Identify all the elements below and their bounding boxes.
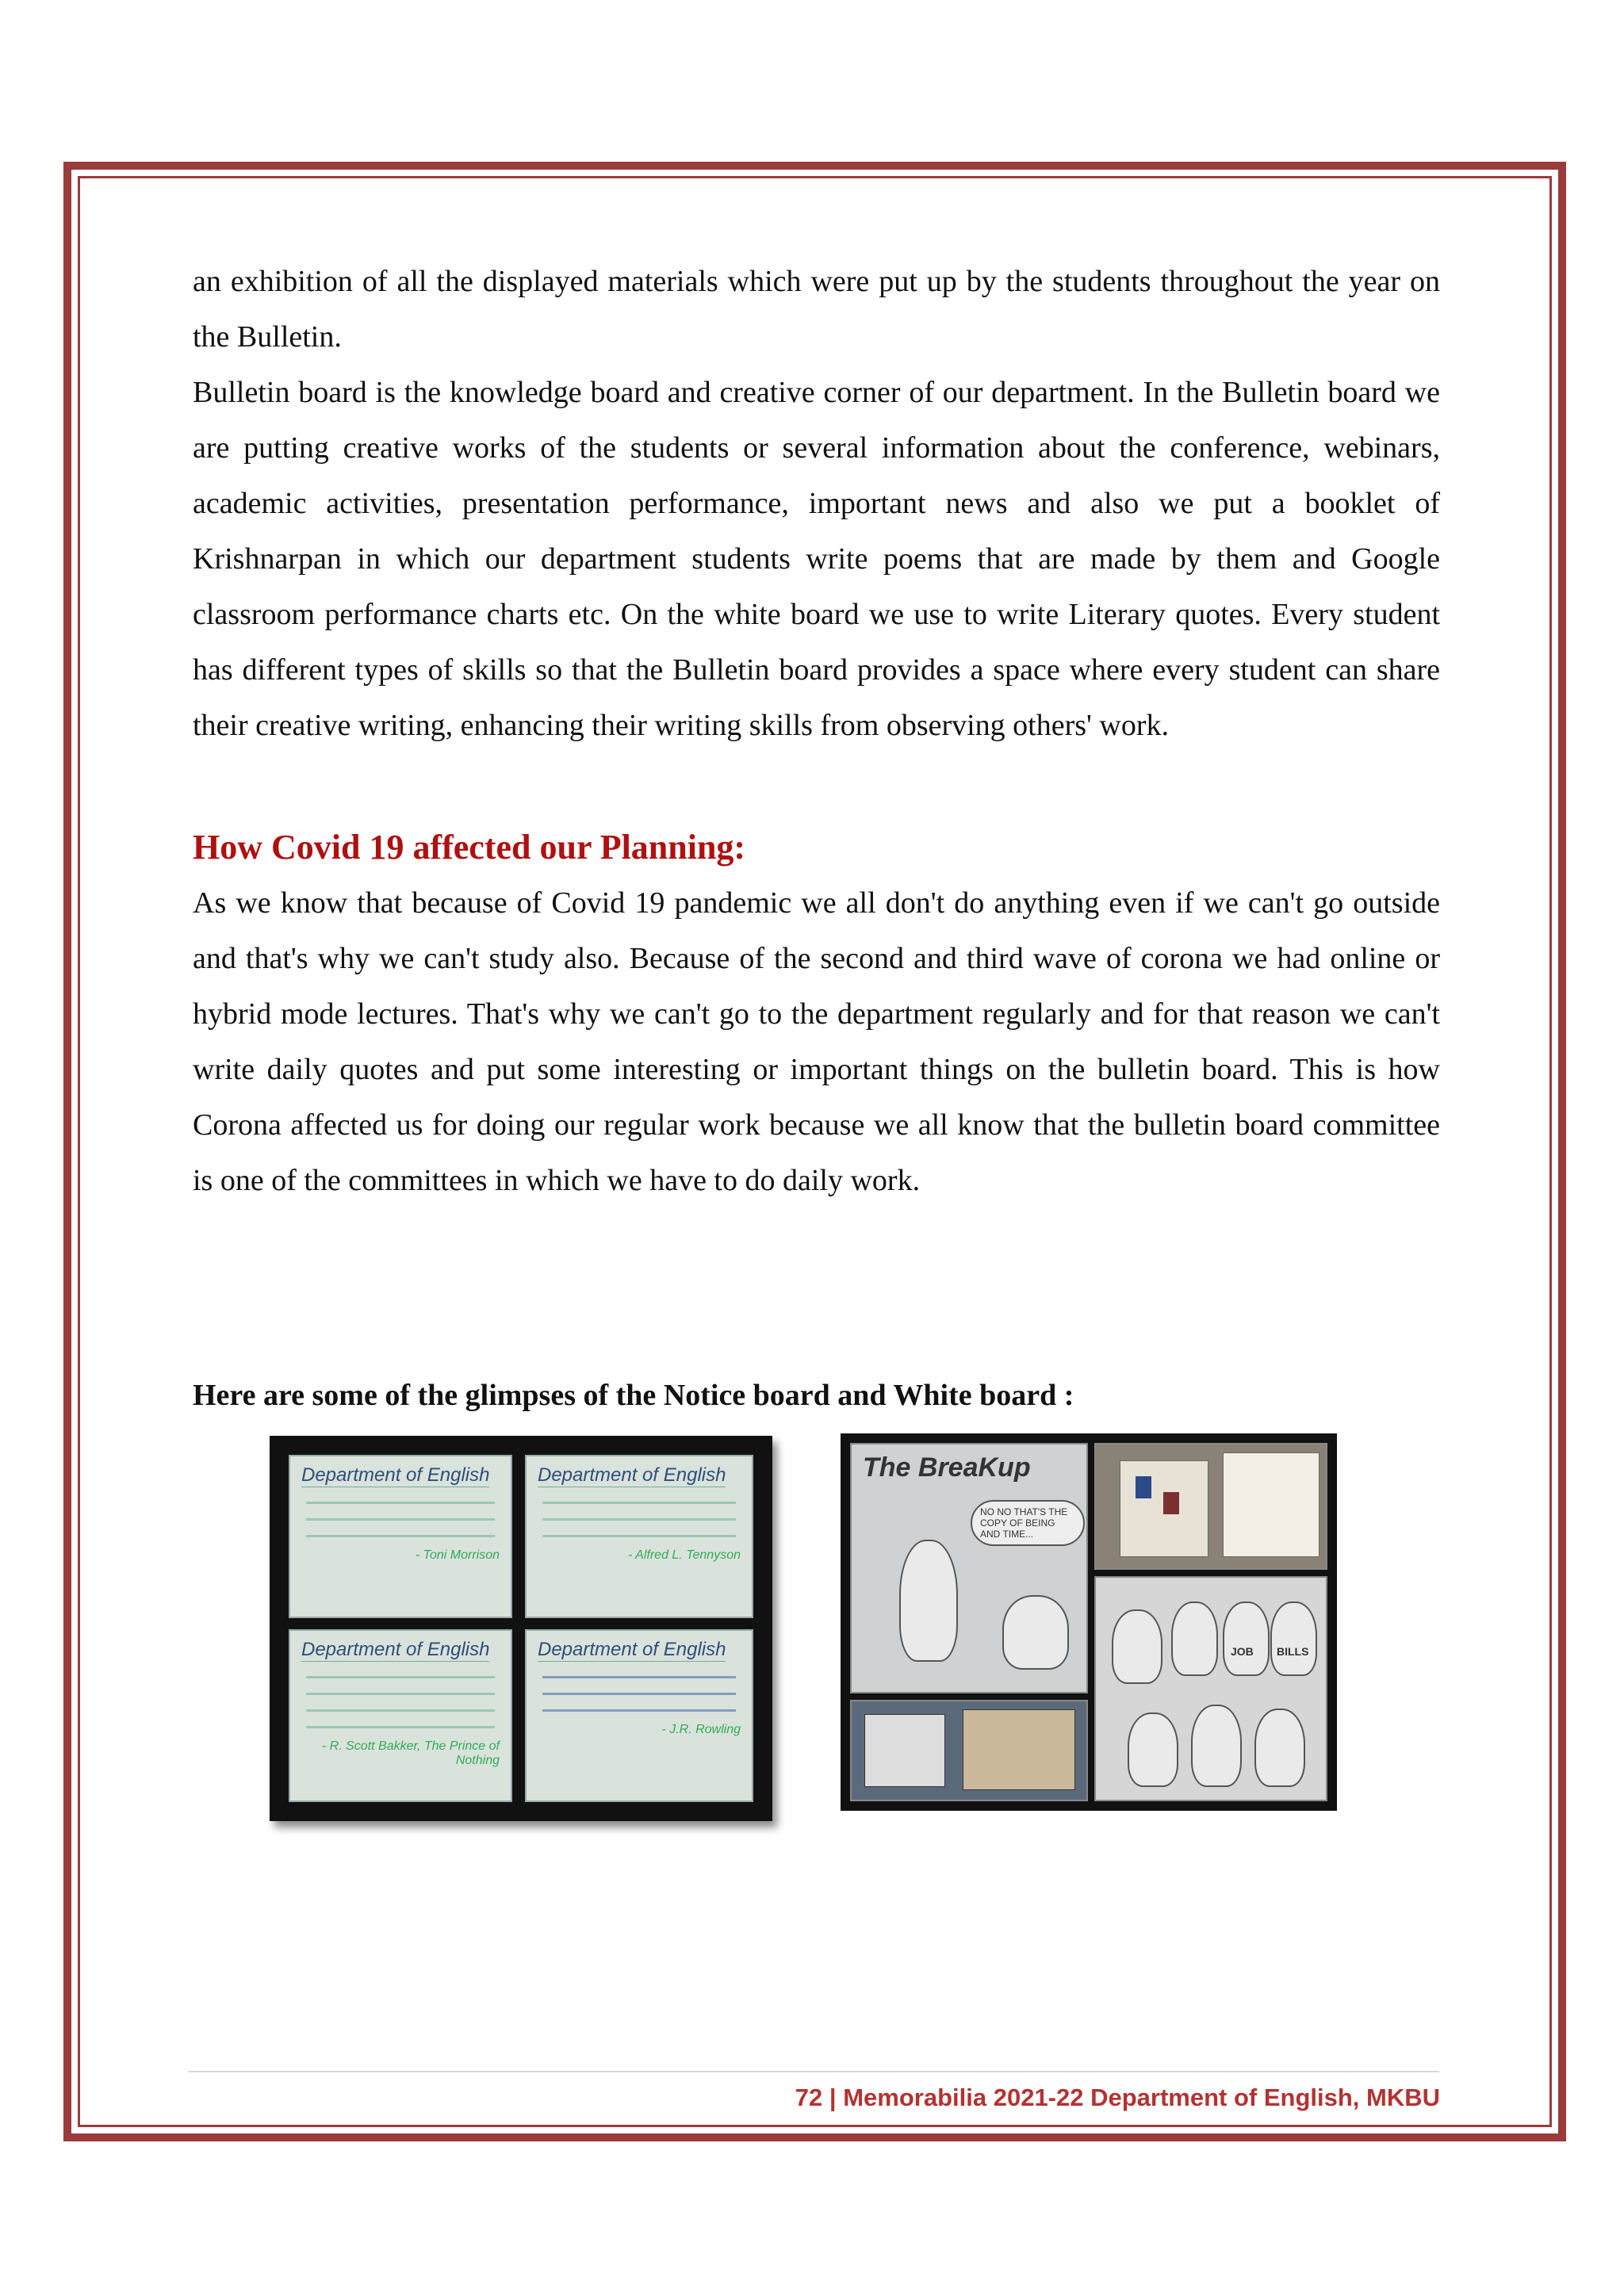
covid-section-heading: How Covid 19 affected our Planning:: [193, 828, 746, 867]
whiteboard-signature: - R. Scott Bakker, The Prince of Nothing: [321, 1739, 500, 1767]
whiteboard-signature: - J.R. Rowling: [661, 1723, 741, 1736]
whiteboard-title: Department of English: [301, 1464, 490, 1486]
cartoon-figure: [1270, 1601, 1317, 1676]
cork-board-photo: [850, 1700, 1088, 1801]
whiteboard-title: Department of English: [301, 1639, 490, 1660]
whiteboard-signature: - Toni Morrison: [415, 1548, 500, 1562]
cartoon-figure: [899, 1540, 958, 1662]
whiteboard-photo-2: [525, 1455, 753, 1618]
cartoon-title: The BreaKup: [863, 1452, 1031, 1483]
covid-section-body: As we know that because of Covid 19 pandemic we all don't do anything even if we can't go outside and that's why we can't study also. Because of the second and third wave of corona we had online or hybrid mode lectures. That's why we can't go to the department regularly and for that reason we can't write daily quotes and put some interesting or important things on the bulletin board. This is how Corona affected us for doing our regular work because we all know that the bulletin board committee is one of the committees in which we have to do daily work.: [193, 886, 1440, 1197]
paragraph-bulletin-board: Bulletin board is the knowledge board and creative corner of our department. In the Bulletin board we are putting creative works of the students or several information about the conference, webinars, academic activities, presentation performance, important news and also we put a booklet of Krishnarpan in which our department students write poems that are made by them and Google classroom performance charts etc. On the white board we use to write Literary quotes. Every student has different types of skills so that the Bulletin board provides a space where every student can share their creative writing, enhancing their writing skills from observing others' work.: [193, 376, 1440, 742]
cartoon-figure: [1171, 1601, 1218, 1676]
cartoon-speech-bubble: NO NO THAT'S THE COPY OF BEING AND TIME...: [971, 1500, 1085, 1546]
footer-text: Memorabilia 2021-22 Department of English, MKBU: [843, 2084, 1440, 2111]
cartoon-breakup-panel: [850, 1443, 1088, 1693]
noticeboard-photo-collage: [841, 1433, 1337, 1811]
footer-separator: |: [829, 2084, 837, 2111]
glimpses-title: Here are some of the glimpses of the Notice board and White board :: [193, 1379, 1074, 1412]
cartoon-label-bills: BILLS: [1277, 1645, 1309, 1658]
whiteboard-signature: - Alfred L. Tennyson: [627, 1548, 741, 1562]
page-number: 72: [795, 2084, 823, 2111]
whiteboard-title: Department of English: [538, 1639, 726, 1660]
whiteboard-title: Department of English: [538, 1464, 726, 1486]
cartoon-label-job: JOB: [1231, 1645, 1254, 1658]
whiteboard-photo-collage: [270, 1436, 772, 1821]
cartoon-figure: [1254, 1709, 1305, 1787]
whiteboard-photo-3: [289, 1629, 512, 1802]
notice-board-photo: [1094, 1443, 1327, 1570]
cartoon-figure: [1128, 1712, 1178, 1787]
page-content: [193, 254, 1440, 1208]
page-footer: [795, 2078, 1440, 2118]
whiteboard-photo-4: [525, 1629, 753, 1802]
cartoon-figure: [1223, 1601, 1270, 1676]
whiteboard-photo-1: [289, 1455, 512, 1618]
cartoon-figure: [1112, 1609, 1162, 1684]
cartoon-figure: [1191, 1705, 1242, 1787]
cartoon-figure: [1002, 1595, 1069, 1670]
cartoon-job-bills-panel: [1094, 1576, 1327, 1801]
footer-rule: [188, 2071, 1439, 2072]
paragraph-exhibition: an exhibition of all the displayed materials which were put up by the students throughout the year on the Bulletin.: [193, 265, 1440, 354]
